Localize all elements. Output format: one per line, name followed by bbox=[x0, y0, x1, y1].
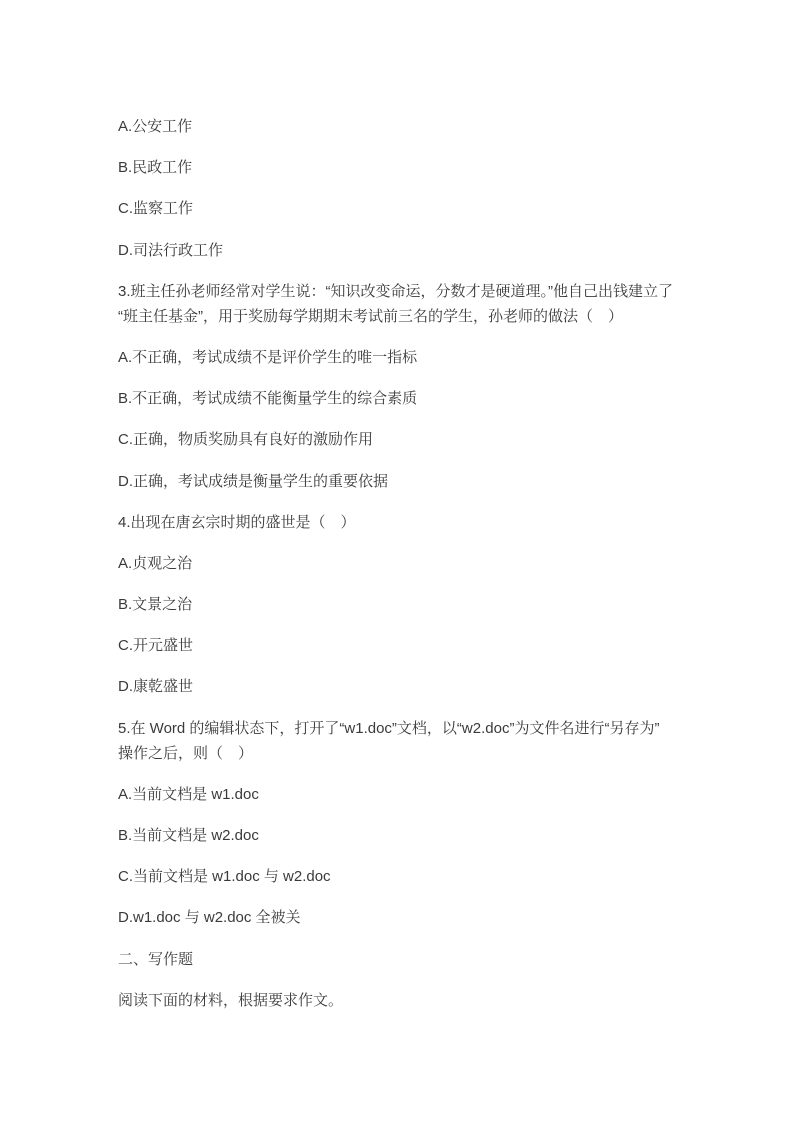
question-3-option-c bbox=[118, 427, 690, 452]
question-4-option-c bbox=[118, 633, 690, 658]
text-line: C.当前文档是 w1.doc 与 w2.doc bbox=[118, 868, 331, 886]
question-3-stem bbox=[118, 279, 690, 329]
text-line: D.康乾盛世 bbox=[118, 678, 194, 696]
text-line: D.司法行政工作 bbox=[118, 241, 224, 259]
section-heading-text: 二、写作题 bbox=[118, 950, 194, 968]
question-4-option-b bbox=[118, 592, 690, 617]
question-2-option-d bbox=[118, 238, 690, 263]
question-5-stem-line-2: 操作之后，则（ ） bbox=[118, 744, 254, 762]
writing-instruction bbox=[118, 988, 690, 1013]
question-3-stem-line-2: “班主任基金”，用于奖励每学期期末考试前三名的学生，孙老师的做法（ ） bbox=[118, 307, 623, 325]
text-line: C.监察工作 bbox=[118, 200, 194, 218]
question-3-option-b bbox=[118, 386, 690, 411]
text-line: C.正确，物质奖励具有良好的激励作用 bbox=[118, 431, 374, 449]
question-5-option-a bbox=[118, 782, 690, 807]
text-line: B.民政工作 bbox=[118, 159, 193, 177]
text-line: B.文景之治 bbox=[118, 596, 193, 614]
text-line: A.不正确，考试成绩不是评价学生的唯一指标 bbox=[118, 348, 418, 366]
text-line: 4.出现在唐玄宗时期的盛世是（ ） bbox=[118, 513, 356, 531]
text-line: B.当前文档是 w2.doc bbox=[118, 827, 259, 844]
text-line: D.w1.doc 与 w2.doc 全被关 bbox=[118, 909, 301, 927]
text-line: 阅读下面的材料，根据要求作文。 bbox=[118, 991, 344, 1009]
question-5-stem-line-1: 5.在 Word 的编辑状态下，打开了“w1.doc”文档，以“w2.doc”为文件名进行“另存为” bbox=[118, 719, 660, 737]
text-line: D.正确，考试成绩是衡量学生的重要依据 bbox=[118, 472, 389, 490]
question-3-option-a bbox=[118, 345, 690, 370]
text-line: A.贞观之治 bbox=[118, 554, 193, 572]
text-line: A.当前文档是 w1.doc bbox=[118, 785, 259, 803]
question-3-stem-line-1: 3.班主任孙老师经常对学生说：“知识改变命运，分数才是硬道理。”他自己出钱建立了 bbox=[118, 282, 674, 300]
question-2-option-a bbox=[118, 114, 690, 139]
question-5-option-d bbox=[118, 905, 690, 930]
question-5-option-b bbox=[118, 823, 690, 848]
question-4-stem bbox=[118, 510, 690, 535]
text-line: B.不正确，考试成绩不能衡量学生的综合素质 bbox=[118, 390, 418, 408]
question-5-stem bbox=[118, 716, 690, 766]
question-3-option-d bbox=[118, 469, 690, 494]
question-2-option-b bbox=[118, 155, 690, 180]
text-line: C.开元盛世 bbox=[118, 637, 194, 655]
question-4-option-d bbox=[118, 674, 690, 699]
question-2-option-c bbox=[118, 196, 690, 221]
question-4-option-a bbox=[118, 551, 690, 576]
section-2-heading bbox=[118, 947, 690, 972]
text-line: A.公安工作 bbox=[118, 118, 193, 135]
question-5-option-c bbox=[118, 864, 690, 889]
